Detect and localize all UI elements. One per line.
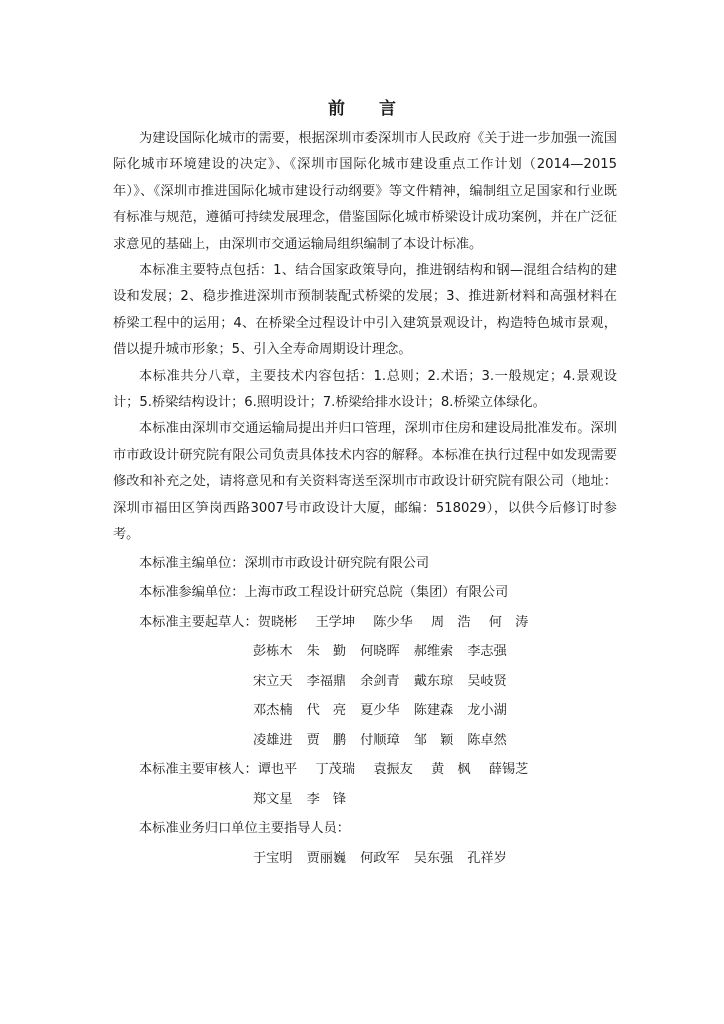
drafter-name: 陈卓然 (467, 732, 507, 748)
drafter-name: 贺晓彬 (257, 614, 298, 630)
drafters-row-5 (113, 726, 617, 756)
drafter-name: 付顺璋 (360, 732, 400, 748)
chief-editor-unit: 本标准主编单位：深圳市市政设计研究院有限公司 (139, 555, 430, 571)
paragraph-contents: 本标准共分八章，主要技术内容包括：1.总则；2.术语；3.一般规定；4.景观设计；5.桥梁结构设计；6.照明设计；7.桥梁给排水设计；8.桥梁立体绿化。 (113, 368, 617, 411)
drafters-row-4 (113, 696, 617, 726)
reviewer-name: 黄 枫 (430, 762, 471, 777)
drafter-name: 邓杰楠 (253, 703, 293, 718)
reviewer-name: 薛锡芝 (488, 762, 529, 777)
drafter-name: 朱 勤 (306, 644, 347, 659)
paragraph-background: 为建设国际化城市的需要，根据深圳市委深圳市人民政府《关于进一步加强一流国际化城市环境建设的决定》、《深圳市国际化城市建设重点工作计划（2014—2015年）》、《深圳市推进国际化城市建设行动纲要》等文件精神，编制组立足国家和行业既有标准与规范，遵循可持续发展理念，借鉴国际化城市桥梁设计成功案例，并在广泛征求意见的基础上，由深圳市交通运输局组织编制了本设计标准。 (113, 131, 617, 252)
drafter-name: 郝维索 (413, 644, 454, 659)
reviewers-row-1 (113, 755, 617, 785)
paragraph-management: 本标准由深圳市交通运输局提出并归口管理，深圳市住房和建设局批准发布。深圳市市政设计研究院有限公司负责具体技术内容的解释。本标准在执行过程中如发现需要修改和补充之处，请将意见和有关资料寄送至深圳市市政设计研究院有限公司（地址：深圳市福田区笋岗西路3007号市政设计大厦，邮编：518029），以供今后修订时参考。 (113, 421, 617, 543)
drafter-name: 戴东琼 (413, 673, 454, 689)
co-editor-unit: 本标准参编单位：上海市政工程设计研究总院（集团）有限公司 (139, 585, 509, 600)
reviewer-name: 袁振友 (373, 762, 413, 777)
drafters-row-3 (113, 667, 617, 697)
reviewer-name: 谭也平 (257, 762, 298, 777)
drafters-label: 本标准主要起草人： (139, 614, 258, 630)
drafter-name: 龙小湖 (467, 703, 507, 718)
drafter-name: 宋立天 (253, 673, 293, 689)
drafter-name: 周 浩 (430, 614, 471, 630)
drafter-name: 邹 颖 (413, 732, 454, 748)
title-char-2: 言 (379, 99, 396, 119)
reviewer-name: 郑文星 (253, 791, 293, 807)
drafter-name: 夏少华 (360, 703, 400, 718)
title-char-1: 前 (328, 99, 345, 119)
drafter-name: 陈建森 (413, 703, 454, 718)
reviewer-name: 李 锋 (306, 791, 347, 807)
drafter-name: 贾 鹏 (306, 732, 347, 748)
drafter-name: 吴岐贤 (467, 673, 507, 689)
reviewer-name: 丁茂瑞 (315, 762, 356, 777)
guidance-name: 贾丽巍 (306, 850, 347, 866)
drafter-name: 李志强 (467, 644, 507, 659)
drafter-name: 彭栋木 (253, 644, 293, 659)
guidance-row-1 (113, 844, 617, 874)
drafter-name: 余剑青 (360, 673, 400, 689)
guidance-name: 吴东强 (413, 850, 454, 866)
document-body (113, 126, 617, 873)
guidance-name: 于宝明 (253, 850, 293, 866)
guidance-label: 本标准业务归口单位主要指导人员： (139, 821, 350, 836)
drafter-name: 凌雄进 (253, 732, 293, 748)
drafter-name: 代 亮 (306, 703, 347, 718)
drafter-name: 陈少华 (373, 614, 413, 630)
drafter-name: 李福鼎 (306, 673, 347, 689)
guidance-name: 何政军 (360, 850, 400, 866)
drafter-name: 何 涛 (488, 614, 529, 630)
guidance-name: 孔祥岁 (467, 850, 507, 866)
drafter-name: 何晓晖 (360, 644, 400, 659)
drafters-row-2 (113, 637, 617, 667)
reviewers-label: 本标准主要审核人： (139, 762, 258, 777)
guidance-label-row (113, 814, 617, 844)
drafters-row-1 (113, 608, 617, 638)
paragraph-features: 本标准主要特点包括：1、结合国家政策导向，推进钢结构和钢—混组合结构的建设和发展；2、稳步推进深圳市预制装配式桥梁的发展；3、推进新材料和高强材料在桥梁工程中的运用；4、在桥梁全过程设计中引入建筑景观设计，构造特色城市景观，借以提升城市形象；5、引入全寿命周期设计理念。 (113, 263, 617, 358)
drafter-name: 王学坤 (315, 614, 356, 630)
reviewers-row-2 (113, 785, 617, 815)
page-title (0, 94, 724, 119)
